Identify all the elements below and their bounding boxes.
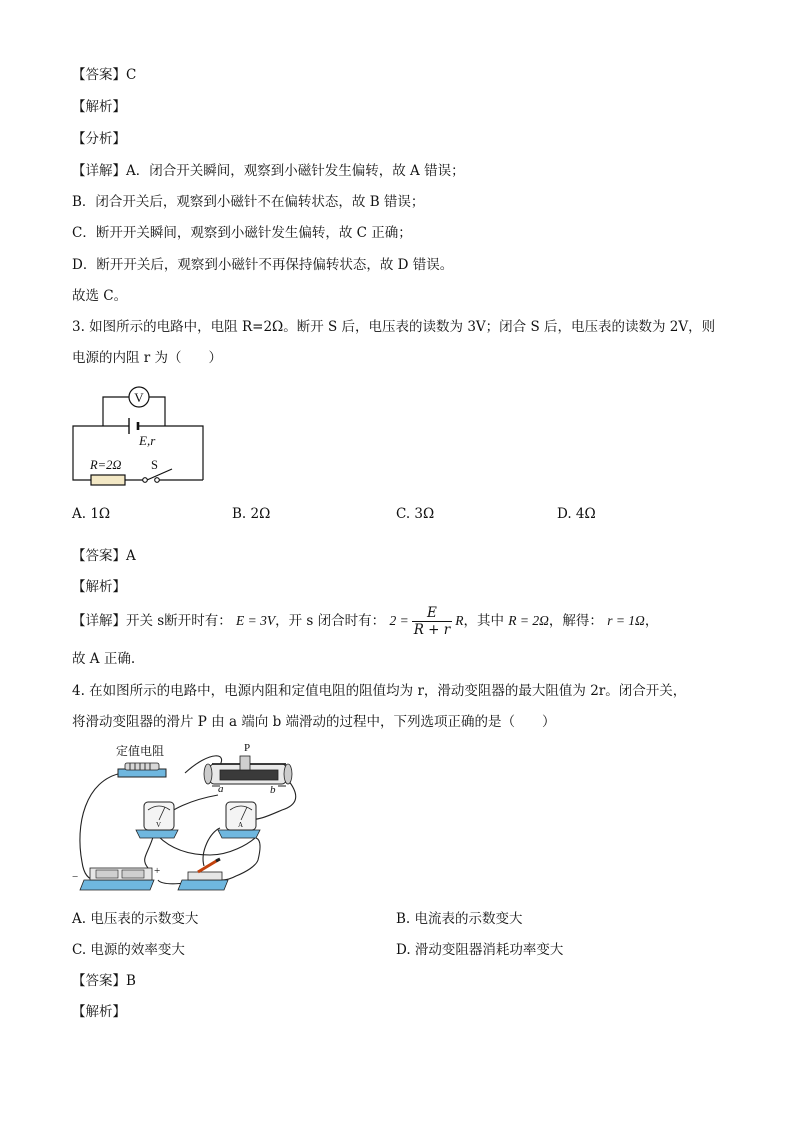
- q3-option-c: C. 3Ω: [396, 506, 435, 522]
- end-b-label: b: [270, 784, 276, 796]
- source-label: E,r: [139, 433, 156, 448]
- eq-e-3v: E = 3V: [236, 613, 276, 628]
- battery-plus-label: +: [154, 865, 161, 877]
- prev-detail-b: B．闭合开关后，观察到小磁针不在偏转状态，故 B 错误；: [72, 194, 425, 210]
- switch-label: S: [151, 458, 158, 472]
- q3-analysis-tag: 【解析】: [72, 579, 126, 595]
- q4-option-d: D. 滑动变阻器消耗功率变大: [396, 942, 564, 958]
- switch-pivot: [143, 478, 148, 483]
- prev-detail-c: C．断开开关瞬间，观察到小磁针发生偏转，故 C 正确；: [72, 225, 412, 241]
- q4-stem-line2: 将滑动变阻器的滑片 P 由 a 端向 b 端滑动的过程中，下列选项正确的是（ ）: [72, 714, 556, 730]
- battery-component: [80, 868, 154, 890]
- q4-circuit-picture: [70, 740, 310, 896]
- q3-conclusion: 故 A 正确.: [72, 651, 136, 667]
- q4-answer: 【答案】B: [72, 973, 136, 989]
- q3-detail: 【详解】开关 s断开时有： E = 3V，开 s 闭合时有： 2 = $\frac{E}{R + r}$ R，其中 R = 2Ω，解得： r = 1Ω，: [72, 605, 659, 638]
- q3-option-a: A. 1Ω: [72, 506, 111, 522]
- prev-fenxi-tag: 【分析】: [72, 131, 126, 147]
- q3-option-d: D. 4Ω: [557, 506, 596, 522]
- q3-circuit-diagram: [68, 380, 210, 492]
- battery-minus-label: −: [72, 871, 79, 883]
- q4-stem-line1: 4. 在如图所示的电路中，电源内阻和定值电阻的阻值均为 r，滑动变阻器的最大阻值为 2r。闭合开关，: [72, 683, 687, 699]
- ammeter-component: [218, 802, 260, 838]
- prev-detail-a: 【详解】A．闭合开关瞬间，观察到小磁针发生偏转，故 A 错误；: [72, 163, 465, 179]
- q3-stem-line2: 电源的内阻 r 为（ ）: [72, 350, 223, 366]
- fixed-resistor-label: 定值电阻: [116, 744, 165, 758]
- resistor-symbol: [91, 475, 125, 485]
- q4-option-c: C. 电源的效率变大: [72, 942, 185, 958]
- fixed-resistor-component: [118, 763, 166, 777]
- eq-fraction: $\frac{E}{R + r}$: [413, 605, 451, 638]
- ammeter-label: A: [238, 821, 244, 829]
- eq-r-2ohm: R = 2Ω: [508, 613, 549, 628]
- prev-answer: 【答案】C: [72, 67, 137, 83]
- q3-answer: 【答案】A: [72, 548, 136, 564]
- q4-option-a: A. 电压表的示数变大: [72, 911, 199, 927]
- rheostat-component: [204, 756, 292, 786]
- q4-analysis-tag: 【解析】: [72, 1004, 126, 1020]
- prev-conclusion: 故选 C。: [72, 288, 128, 304]
- eq-r-1ohm: r = 1Ω: [607, 613, 645, 628]
- switch-contact: [155, 478, 160, 483]
- slider-label: P: [244, 742, 251, 754]
- q3-stem-line1: 3. 如图所示的电路中，电阻 R=2Ω。断开 S 后，电压表的读数为 3V；闭合 S 后，电压表的读数为 2V，则: [72, 319, 716, 335]
- end-a-label: a: [218, 783, 224, 795]
- resistor-label: R=2Ω: [90, 458, 122, 472]
- voltmeter-label: V: [156, 821, 162, 829]
- q4-option-b: B. 电流表的示数变大: [396, 911, 523, 927]
- prev-analysis-tag: 【解析】: [72, 99, 126, 115]
- voltmeter-label: V: [134, 390, 144, 405]
- q3-option-b: B. 2Ω: [232, 506, 271, 522]
- voltmeter-component: [136, 802, 178, 838]
- prev-detail-d: D．断开开关后，观察到小磁针不再保持偏转状态，故 D 错误。: [72, 257, 454, 273]
